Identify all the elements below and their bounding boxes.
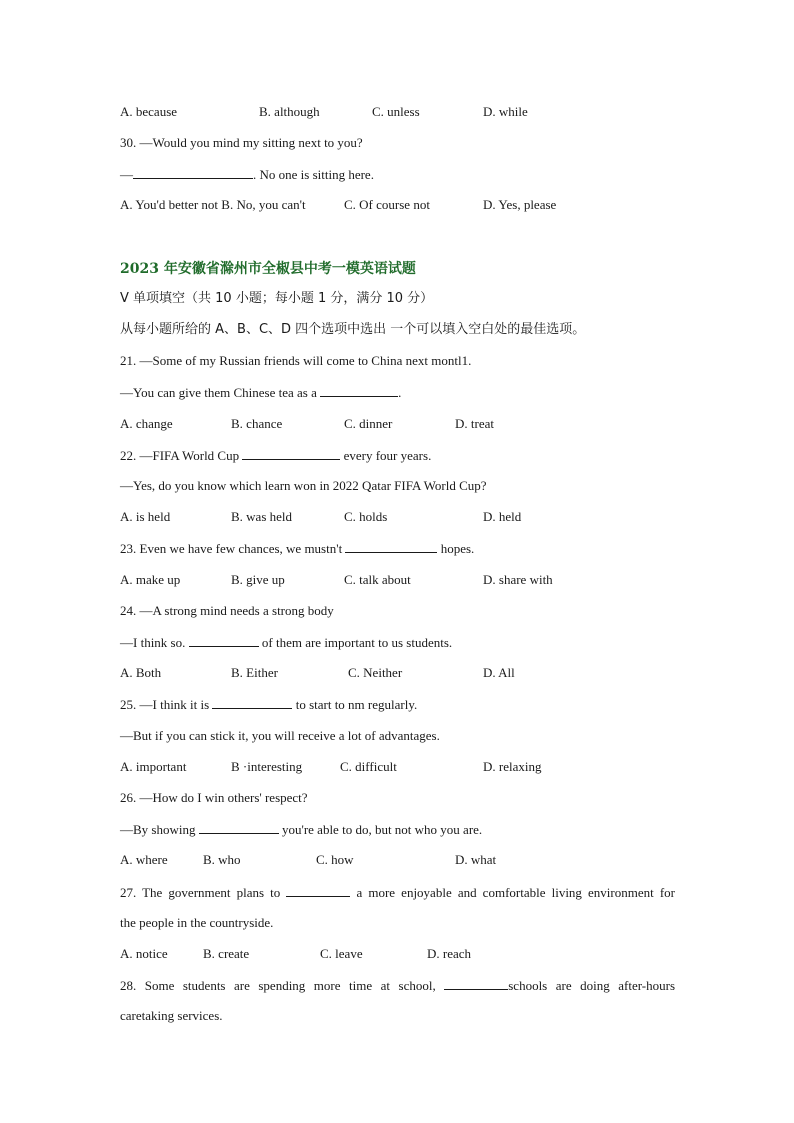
q24-reply-suffix: of them are important to us students.	[258, 635, 453, 650]
q23-option-c: C. talk about	[344, 572, 411, 587]
q22-reply: —Yes, do you know which learn won in 2022 Qatar FIFA World Cup?	[120, 478, 487, 493]
q22-option-c: C. holds	[344, 509, 388, 524]
q23-option-b: B. give up	[231, 572, 285, 587]
q21-option-a: A. change	[120, 416, 173, 431]
q30-option-c: C. Of course not	[344, 197, 430, 212]
q30-stem: 30. —Would you mind my sitting next to you?	[120, 135, 363, 150]
q26-reply	[120, 821, 482, 838]
q22-option-b: B. was held	[231, 509, 293, 524]
answer-blank	[199, 821, 279, 834]
q29-option-a: A. because	[120, 104, 178, 119]
q24-reply-prefix: —I think so.	[120, 635, 189, 650]
answer-blank	[133, 166, 253, 179]
q29-option-c: C. unless	[372, 104, 420, 119]
q24-option-c: C. Neither	[348, 665, 403, 680]
q26-reply-prefix: —By showing	[120, 822, 199, 837]
q25-reply: —But if you can stick it, you will receive a lot of advantages.	[120, 728, 440, 743]
q24-option-b: B. Either	[231, 665, 278, 680]
q24-option-d: D. All	[483, 665, 515, 680]
q24-stem: 24. —A strong mind needs a strong body	[120, 603, 334, 618]
q27-stem	[120, 884, 675, 901]
q23-stem-prefix: 23. Even we have few chances, we mustn't	[120, 541, 346, 556]
q25-option-c: C. difficult	[340, 759, 397, 774]
q30-option-ab: A. You'd better not B. No, you can't	[120, 197, 306, 212]
answer-blank	[286, 884, 350, 897]
q26-reply-suffix: you're able to do, but not who you are.	[278, 822, 483, 837]
q28-stem	[120, 977, 675, 994]
q25-option-b: B ·interesting	[231, 759, 303, 774]
q23-option-a: A. make up	[120, 572, 181, 587]
q22-stem-prefix: 22. —FIFA World Cup	[120, 448, 243, 463]
q29-option-b: B. although	[259, 104, 320, 119]
q25-option-a: A. important	[120, 759, 187, 774]
q26-option-d: D. what	[455, 852, 497, 867]
q27-option-b: B. create	[203, 946, 250, 961]
q22-option-d: D. held	[483, 509, 522, 524]
q25-stem-prefix: 25. —I think it is	[120, 697, 213, 712]
q28-stem-line2: caretaking services.	[120, 1008, 223, 1023]
section-instruction: 从每小题所给的 A、B、C、D 四个选项中选出 一个可以填入空白处的最佳选项。	[120, 322, 586, 337]
answer-blank	[189, 634, 259, 647]
section-heading: V 单项填空（共 10 小题；每小题 1 分，满分 10 分）	[120, 291, 434, 306]
q22-option-a: A. is held	[120, 509, 171, 524]
q21-reply-prefix: —You can give them Chinese tea as a	[120, 385, 321, 400]
q26-option-c: C. how	[316, 852, 354, 867]
q27-option-a: A. notice	[120, 946, 168, 961]
q22-stem-suffix: every four years.	[340, 448, 432, 463]
q27-option-d: D. reach	[427, 946, 472, 961]
q21-reply	[120, 384, 401, 401]
q21-reply-suffix: .	[398, 385, 402, 400]
q22-stem	[120, 447, 431, 464]
q27-stem-prefix: 27. The government plans to	[120, 885, 287, 900]
q28-stem-prefix: 28. Some students are spending more time at school,	[120, 978, 445, 993]
q25-stem-suffix: to start to nm regularly.	[292, 697, 418, 712]
q24-reply	[120, 634, 452, 651]
q26-stem: 26. —How do I win others' respect?	[120, 790, 308, 805]
q30-reply	[120, 166, 374, 183]
q27-stem-line2: the people in the countryside.	[120, 915, 274, 930]
q21-stem: 21. —Some of my Russian friends will come to China next montl1.	[120, 353, 472, 368]
q26-option-b: B. who	[203, 852, 241, 867]
answer-blank	[212, 696, 292, 709]
q25-option-d: D. relaxing	[483, 759, 542, 774]
q21-option-d: D. treat	[455, 416, 494, 431]
answer-blank	[345, 540, 437, 553]
answer-blank	[444, 977, 508, 990]
q30-reply-suffix: . No one is sitting here.	[253, 167, 374, 182]
q21-option-c: C. dinner	[344, 416, 393, 431]
answer-blank	[320, 384, 398, 397]
q27-option-c: C. leave	[320, 946, 363, 961]
q28-stem-suffix: schools are doing after-hours	[508, 978, 675, 993]
q27-stem-suffix: a more enjoyable and comfortable living environment for	[350, 885, 675, 900]
q26-option-a: A. where	[120, 852, 168, 867]
q23-option-d: D. share with	[483, 572, 553, 587]
q30-reply-prefix: —	[120, 167, 133, 182]
exam-title: 2023 年安徽省滁州市全椒县中考一模英语试题	[120, 261, 416, 277]
q24-option-a: A. Both	[120, 665, 162, 680]
answer-blank	[242, 447, 340, 460]
q23-stem-suffix: hopes.	[437, 541, 475, 556]
q29-option-d: D. while	[483, 104, 528, 119]
q23-stem	[120, 540, 474, 557]
q25-stem	[120, 696, 417, 713]
q30-option-d: D. Yes, please	[483, 197, 557, 212]
q21-option-b: B. chance	[231, 416, 283, 431]
